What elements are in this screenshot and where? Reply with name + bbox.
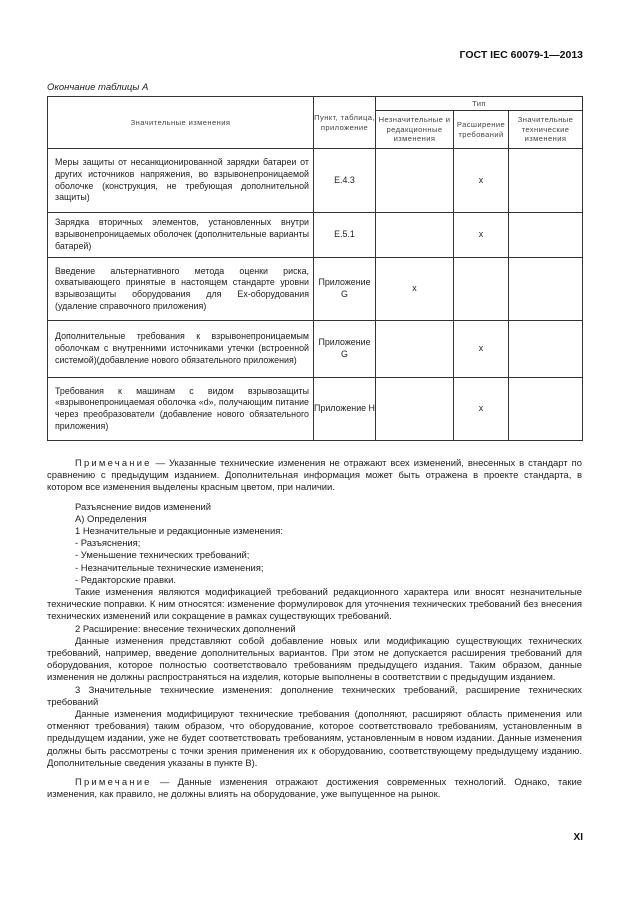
row-description: Меры защиты от несанкционированной зарядки батареи от других источников напряжения, во взрывонепроницаемой оболочке (конструкция, не требующая дополнительной защиты)	[48, 149, 314, 213]
note-1-label: Примечание	[75, 458, 152, 469]
row-mark-extension: x	[454, 378, 509, 441]
table-row	[48, 149, 583, 213]
section-2-title: 2 Расширение: внесение технических дополнений	[75, 623, 296, 635]
section-2-body: Данные изменения представляют собой добавление новых или модификацию существующих технических требований, например, введение дополнительных вариантов. При этом не допускается расширения требований для оборудования, которое полностью соответствовало требованиям предыдущего издания. Таким образом, данные изменения не должны распространяться на изделия, которые выполнены в соответствии с предыдущим изданием.	[47, 635, 582, 684]
section-1-body: Такие изменения являются модификацией требований редакционного характера или вносят незначительные технические поправки. К ним относятся: изменение формулировок для уточнения технических требований без внесения технических изменений или сокращение в рамках существующих требований.	[47, 587, 582, 623]
row-mark-minor	[376, 378, 454, 441]
list-item: - Редакторские правки.	[75, 574, 177, 586]
table-row	[48, 378, 583, 441]
definitions-heading: А) Определения	[75, 513, 147, 525]
standard-header: ГОСТ IEC 60079-1—2013	[459, 49, 583, 61]
table-caption: Окончание таблицы А	[47, 82, 149, 93]
list-item: - Уменьшение технических требований;	[75, 550, 250, 562]
row-description: Зарядка вторичных элементов, установленных внутри взрывонепроницаемых оболочек (дополнительные варианты батарей)	[48, 213, 314, 258]
table-row	[48, 213, 583, 258]
note-1-body: — Указанные технические изменения не отражают всех изменений, внесенных в стандарт по сравнению с предыдущим изданием. Дополнительная информация может быть отражена в проекте стандарта, в котором все изменения выделены красным цветом, при наличии.	[47, 458, 582, 494]
row-mark-minor	[376, 321, 454, 378]
changes-table	[47, 96, 583, 441]
row-clause: Приложение G	[314, 321, 376, 378]
row-clause: E.4.3	[314, 149, 376, 213]
col-header-changes: Значительные изменения	[48, 97, 314, 149]
row-mark-minor: x	[376, 258, 454, 321]
col-header-extension: Расширение требований	[454, 111, 509, 149]
section-3-title: 3 Значительные технические изменения: дополнение технических требований, расширение технических требований	[47, 684, 582, 708]
row-mark-extension: x	[454, 321, 509, 378]
page-number: XI	[573, 832, 583, 843]
col-header-major: Значительные технические изменения	[509, 111, 583, 149]
table-row	[48, 258, 583, 321]
row-mark-minor	[376, 213, 454, 258]
row-mark-major	[509, 258, 583, 321]
note-2-body: — Данные изменения отражают достижения современных технологий. Однако, такие изменения, как правило, не должны влиять на оборудование, уже выпущенное на рынок.	[47, 777, 582, 801]
table-row	[48, 321, 583, 378]
note-2-label: Примечание	[75, 777, 152, 789]
note-1	[47, 458, 582, 495]
row-mark-major	[509, 321, 583, 378]
col-header-clause: Пункт, таблица, приложение	[314, 97, 376, 149]
row-mark-extension: x	[454, 149, 509, 213]
row-clause: Приложение H	[314, 378, 376, 441]
row-description: Введение альтернативного метода оценки риска, охватывающего принятые в настоящем стандарте уровни взрывозащиты оборудования для Ex-оборудования (удаление справочного приложения)	[48, 258, 314, 321]
row-mark-major	[509, 213, 583, 258]
row-description: Дополнительные требования к взрывонепроницаемым оболочкам с внутренними источниками утечки (встроенной системой)(добавление нового обязательного приложения)	[48, 321, 314, 378]
row-clause: E.5.1	[314, 213, 376, 258]
row-mark-extension: x	[454, 213, 509, 258]
list-item: - Разъяснения;	[75, 538, 141, 550]
list-item: - Незначительные технические изменения;	[75, 562, 264, 574]
row-mark-major	[509, 378, 583, 441]
section-heading: Разъяснение видов изменений	[75, 501, 212, 513]
row-mark-minor	[376, 149, 454, 213]
note-2	[47, 777, 582, 801]
row-mark-extension	[454, 258, 509, 321]
row-clause: Приложение G	[314, 258, 376, 321]
section-1-title: 1 Незначительные и редакционные изменения:	[75, 526, 284, 538]
row-description: Требования к машинам с видом взрывозащиты «взрывонепроницаемая оболочка «d», получающим питание через преобразователи (добавление нового обязательного приложения)	[48, 378, 314, 441]
col-header-type: Тип	[376, 97, 583, 111]
col-header-minor: Незначительные и редакционные изменения	[376, 111, 454, 149]
explanatory-text	[47, 458, 582, 801]
row-mark-major	[509, 149, 583, 213]
section-3-body: Данные изменения модифицируют технические требования (дополняют, расширяют область применения или отменяют требования) таким образом, что оборудование, которое соответствовало требованиям, установленным в предыдущем издании, уже не будет соответствовать требованиям, установленным в новом издании. Данные изменения должны быть рассмотрены с точки зрения применения их к оборудованию, соответствующему предыдущему изданию. Дополнительные сведения указаны в пункте В).	[47, 709, 582, 769]
